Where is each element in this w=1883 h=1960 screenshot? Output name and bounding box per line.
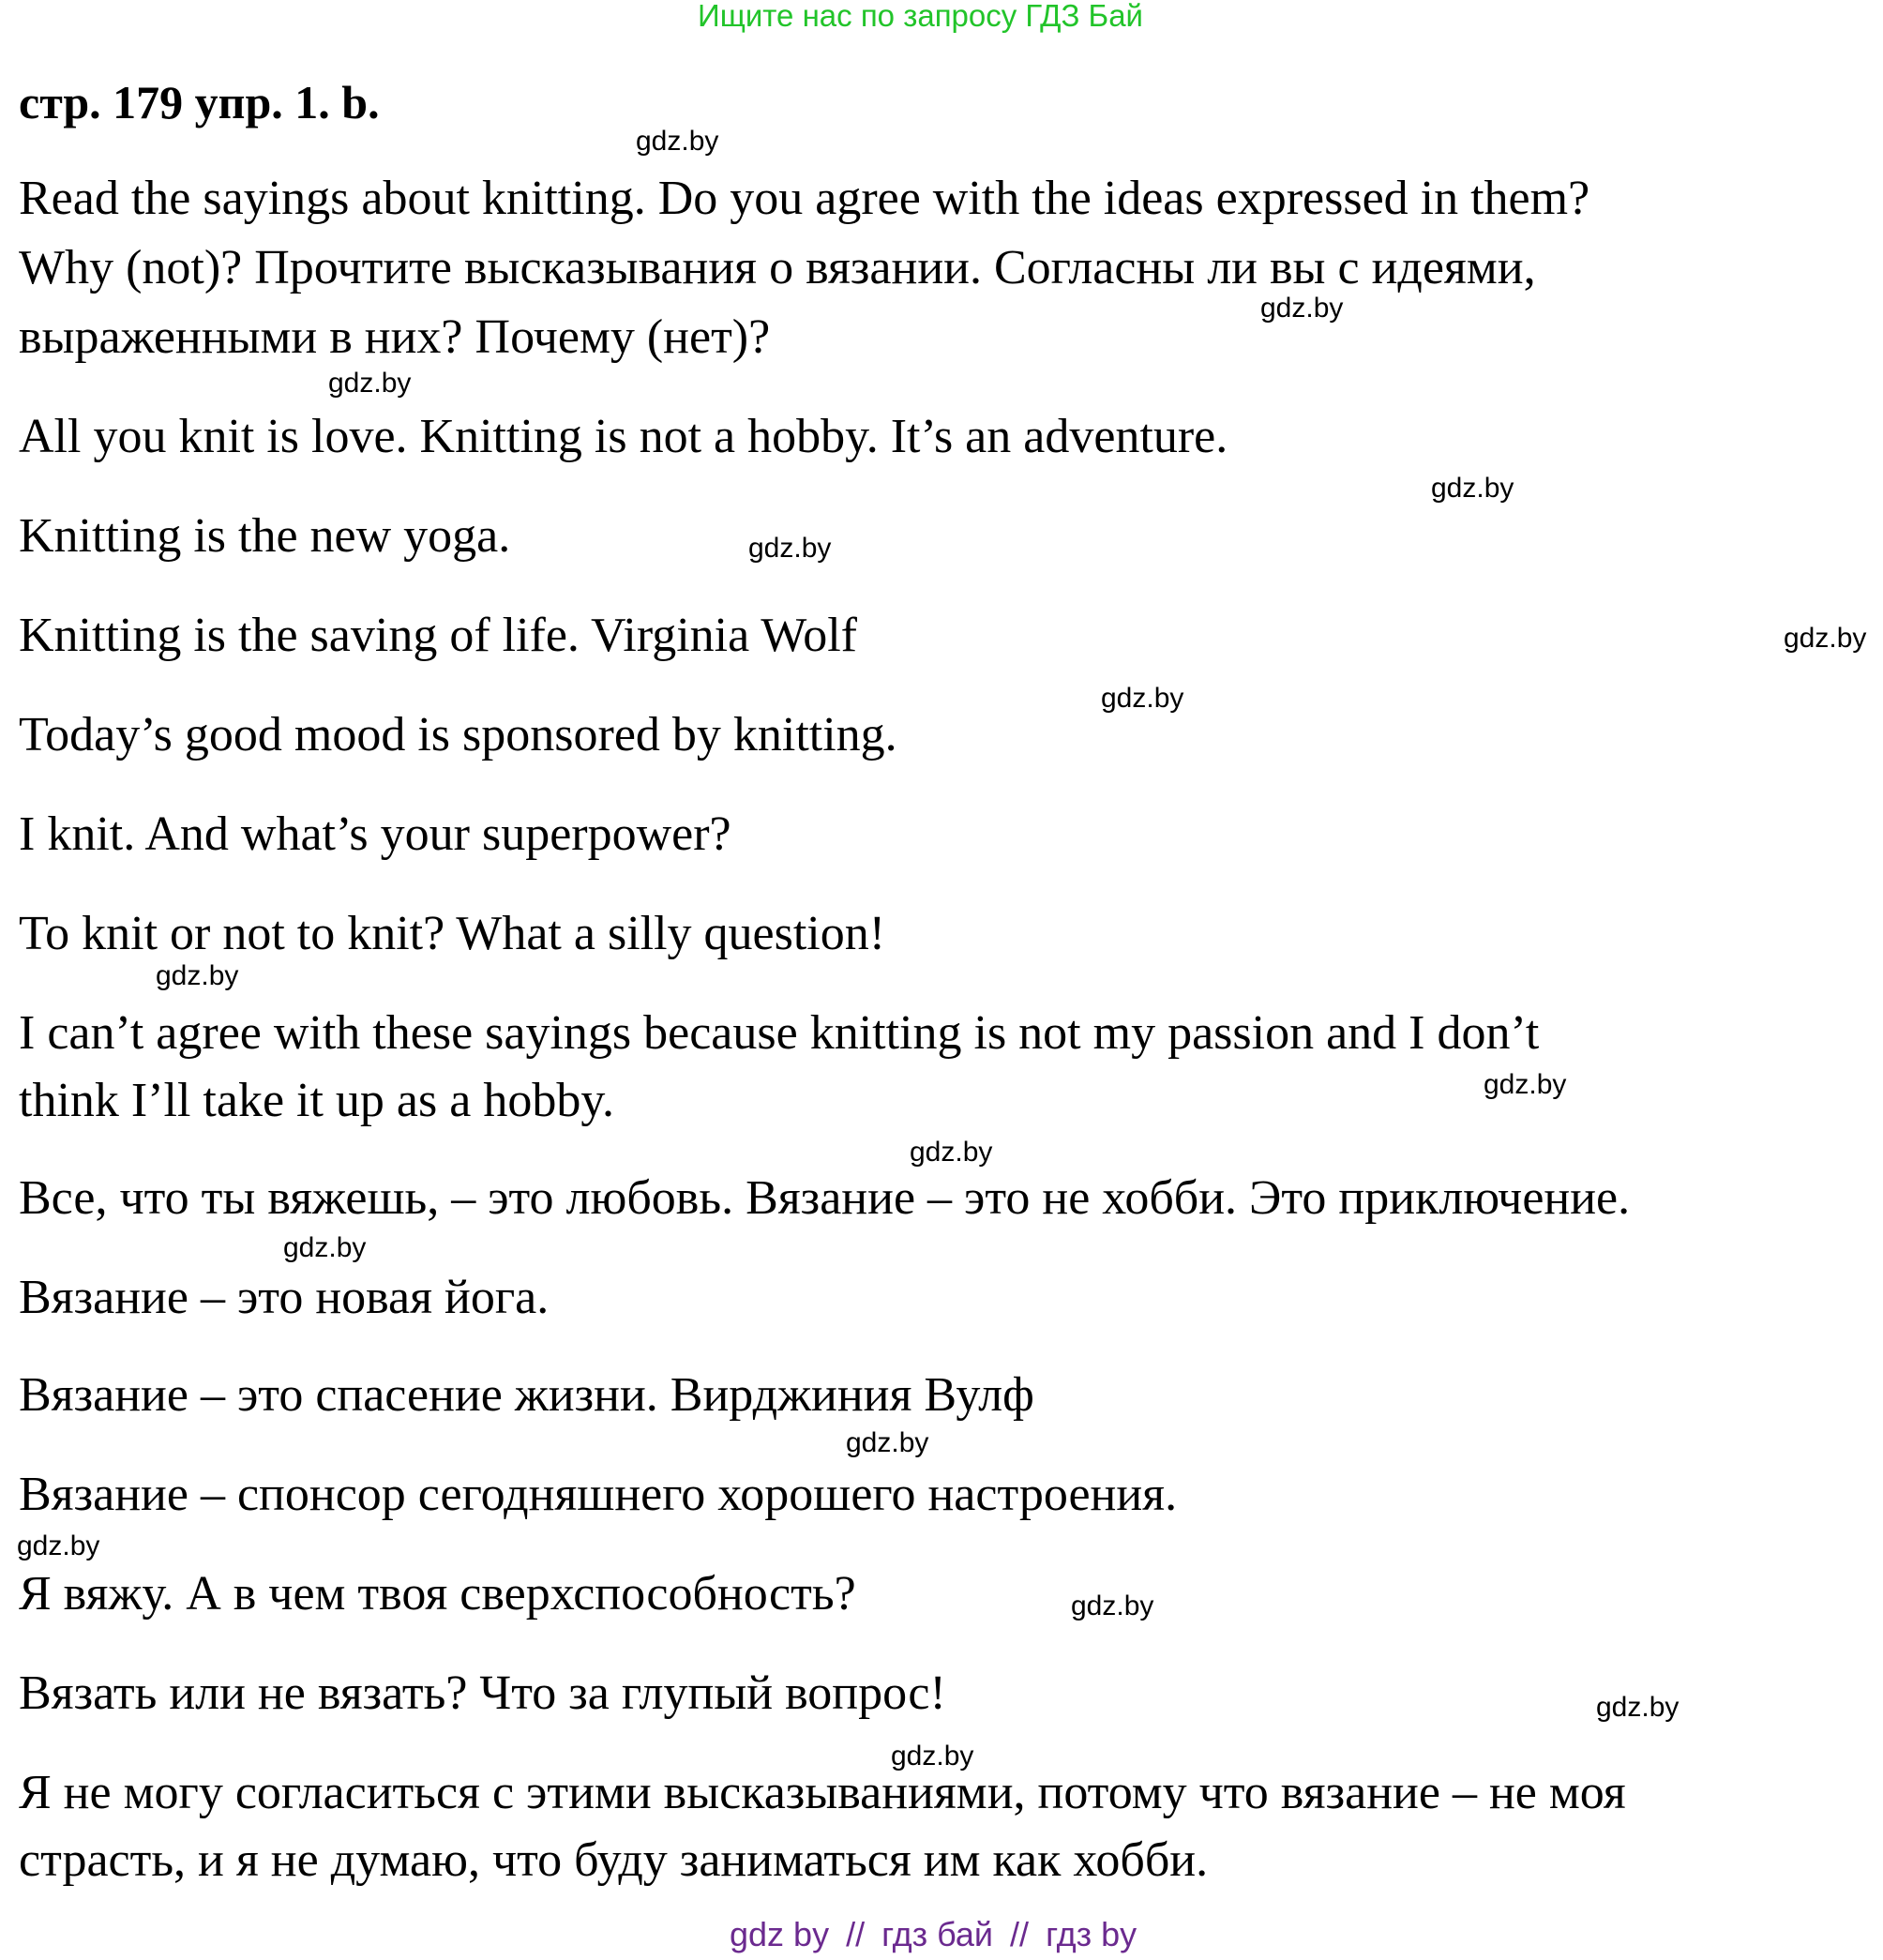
watermark: gdz.by bbox=[1431, 473, 1514, 504]
footer-separator: // bbox=[846, 1915, 866, 1953]
watermark: gdz.by bbox=[1784, 623, 1867, 654]
watermark: gdz.by bbox=[1071, 1591, 1154, 1621]
watermark: gdz.by bbox=[910, 1137, 993, 1168]
saying-en-1: All you knit is love. Knitting is not a hobby. It’s an adventure. bbox=[19, 410, 1228, 463]
watermark: gdz.by bbox=[1101, 683, 1184, 714]
watermark: gdz.by bbox=[846, 1427, 929, 1458]
footer-link-3[interactable]: гдз by bbox=[1046, 1915, 1137, 1953]
top-banner: Ищите нас по запросу ГДЗ Бай bbox=[698, 0, 1143, 33]
footer-link-1[interactable]: gdz by bbox=[730, 1915, 830, 1953]
saying-ru-2: Вязание – это новая йога. bbox=[19, 1271, 550, 1324]
answer-en-line-1: I can’t agree with these sayings because knitting is not my passion and I don’t bbox=[19, 1006, 1540, 1060]
watermark: gdz.by bbox=[17, 1530, 100, 1561]
task-line-3: выраженными в них? Почему (нет)? bbox=[19, 310, 771, 364]
saying-en-5: I knit. And what’s your superpower? bbox=[19, 807, 731, 861]
saying-ru-4: Вязание – спонсор сегодняшнего хорошего настроения. bbox=[19, 1468, 1178, 1521]
watermark: gdz.by bbox=[1596, 1692, 1680, 1723]
answer-ru-line-1: Я не могу согласиться с этими высказываниями, потому что вязание – не моя bbox=[19, 1766, 1626, 1819]
watermark: gdz.by bbox=[891, 1741, 974, 1772]
task-line-2: Why (not)? Прочтите высказывания о вязании. Согласны ли вы с идеями, bbox=[19, 241, 1536, 294]
watermark: gdz.by bbox=[636, 126, 719, 157]
watermark: gdz.by bbox=[328, 368, 412, 399]
footer-separator: // bbox=[1010, 1915, 1030, 1953]
task-line-1: Read the sayings about knitting. Do you agree with the ideas expressed in them? bbox=[19, 172, 1590, 225]
saying-ru-5: Я вяжу. А в чем твоя сверхспособность? bbox=[19, 1567, 856, 1621]
answer-ru-line-2: страсть, и я не думаю, что буду заниматься им как хобби. bbox=[19, 1833, 1209, 1887]
saying-ru-6: Вязать или не вязать? Что за глупый вопрос! bbox=[19, 1666, 946, 1720]
watermark: gdz.by bbox=[156, 960, 239, 991]
page-title: стр. 179 упр. 1. b. bbox=[19, 76, 380, 128]
footer bbox=[730, 1915, 1137, 1954]
saying-ru-3: Вязание – это спасение жизни. Вирджиния Вулф bbox=[19, 1368, 1034, 1422]
saying-en-3: Knitting is the saving of life. Virginia Wolf bbox=[19, 609, 857, 662]
footer-link-2[interactable]: гдз бай bbox=[881, 1915, 994, 1953]
saying-en-4: Today’s good mood is sponsored by knitting. bbox=[19, 708, 897, 761]
watermark: gdz.by bbox=[748, 533, 832, 564]
watermark: gdz.by bbox=[283, 1232, 367, 1263]
answer-en-line-2: think I’ll take it up as a hobby. bbox=[19, 1074, 614, 1127]
watermark: gdz.by bbox=[1484, 1069, 1567, 1100]
watermark: gdz.by bbox=[1260, 293, 1344, 324]
saying-en-6: To knit or not to knit? What a silly question! bbox=[19, 907, 886, 960]
saying-en-2: Knitting is the new yoga. bbox=[19, 509, 511, 563]
saying-ru-1: Все, что ты вяжешь, – это любовь. Вязание – это не хобби. Это приключение. bbox=[19, 1171, 1631, 1225]
